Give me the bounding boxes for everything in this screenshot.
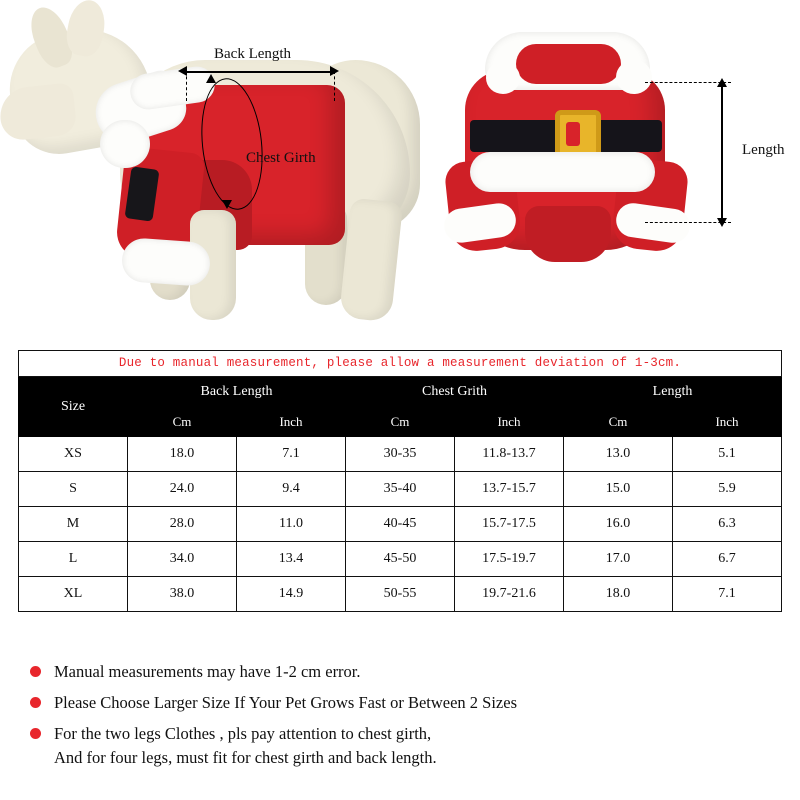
cell-chest-inch: 19.7-21.6 (455, 577, 564, 612)
cell-chest-inch: 13.7-15.7 (455, 472, 564, 507)
notes-list (30, 660, 770, 777)
measurement-note-row (19, 351, 782, 377)
table-unit-header-row (19, 408, 782, 437)
table-row (19, 472, 782, 507)
mannequin-rear-leg (339, 198, 403, 323)
table-row (19, 507, 782, 542)
cell-chest-cm: 45-50 (346, 542, 455, 577)
cell-size: S (19, 472, 128, 507)
table-row (19, 577, 782, 612)
chest-girth-arrow-up (206, 74, 216, 83)
note-text: For the two legs Clothes , pls pay attention to chest girth, (54, 723, 432, 743)
header-length: Length (564, 377, 782, 408)
length-label: Length (742, 142, 785, 158)
cell-back-inch: 13.4 (237, 542, 346, 577)
header-chest-girth: Chest Grith (346, 377, 564, 408)
back-length-tick-left (186, 71, 187, 101)
header-back-inch: Inch (237, 408, 346, 437)
back-length-label: Back Length (214, 46, 292, 62)
costume-pom-right (616, 60, 652, 94)
header-size: Size (19, 377, 128, 437)
cell-chest-cm: 40-45 (346, 507, 455, 542)
length-line (721, 85, 723, 220)
cell-length-inch: 6.3 (673, 507, 782, 542)
bullet-dot-icon (30, 666, 41, 677)
cell-size: XL (19, 577, 128, 612)
cell-length-cm: 15.0 (564, 472, 673, 507)
chest-girth-arrow-down (222, 200, 232, 209)
header-back-cm: Cm (128, 408, 237, 437)
note-text: Manual measurements may have 1-2 cm error. (54, 662, 361, 681)
cell-length-cm: 18.0 (564, 577, 673, 612)
back-length-line (185, 71, 335, 73)
measurement-note: Due to manual measurement, please allow a measurement deviation of 1-3cm. (19, 351, 782, 377)
size-chart-table (18, 350, 782, 612)
coat-collar-fur (100, 120, 150, 168)
cell-back-inch: 7.1 (237, 437, 346, 472)
header-chest-cm: Cm (346, 408, 455, 437)
cell-size: M (19, 507, 128, 542)
bullet-dot-icon (30, 728, 41, 739)
header-length-cm: Cm (564, 408, 673, 437)
cell-back-inch: 14.9 (237, 577, 346, 612)
header-back-length: Back Length (128, 377, 346, 408)
coat-cuff-fur (121, 237, 212, 287)
table-row (19, 437, 782, 472)
cell-size: L (19, 542, 128, 577)
costume-midsection-fur (470, 152, 655, 192)
list-item (30, 722, 770, 770)
note-text-continuation: And for four legs, must fit for chest girth and back length. (54, 747, 437, 767)
table-group-header-row (19, 377, 782, 408)
list-item (30, 691, 770, 715)
cell-back-inch: 9.4 (237, 472, 346, 507)
cell-back-cm: 24.0 (128, 472, 237, 507)
cell-length-cm: 16.0 (564, 507, 673, 542)
size-chart-table-wrapper (18, 350, 782, 612)
table-row (19, 542, 782, 577)
product-illustration (0, 0, 800, 340)
cell-chest-cm: 30-35 (346, 437, 455, 472)
cell-length-inch: 5.9 (673, 472, 782, 507)
costume-buckle-center (566, 122, 580, 146)
bullet-dot-icon (30, 697, 41, 708)
costume-hem-panel (525, 206, 611, 262)
cell-back-inch: 11.0 (237, 507, 346, 542)
cell-back-cm: 38.0 (128, 577, 237, 612)
cell-chest-inch: 15.7-17.5 (455, 507, 564, 542)
cell-chest-inch: 11.8-13.7 (455, 437, 564, 472)
chest-girth-label: Chest Girth (246, 150, 316, 166)
cell-length-cm: 13.0 (564, 437, 673, 472)
header-length-inch: Inch (673, 408, 782, 437)
cell-chest-cm: 50-55 (346, 577, 455, 612)
note-text: Please Choose Larger Size If Your Pet Grows Fast or Between 2 Sizes (54, 692, 517, 712)
cell-back-cm: 18.0 (128, 437, 237, 472)
cell-length-cm: 17.0 (564, 542, 673, 577)
cell-length-inch: 7.1 (673, 577, 782, 612)
cell-chest-cm: 35-40 (346, 472, 455, 507)
cell-size: XS (19, 437, 128, 472)
costume-pom-left (486, 62, 520, 94)
cell-back-cm: 28.0 (128, 507, 237, 542)
length-tick-top (645, 82, 731, 83)
cell-length-inch: 6.7 (673, 542, 782, 577)
cell-chest-inch: 17.5-19.7 (455, 542, 564, 577)
length-tick-bottom (645, 222, 731, 223)
cell-back-cm: 34.0 (128, 542, 237, 577)
list-item (30, 660, 770, 684)
back-length-tick-right (334, 71, 335, 101)
costume-figure (430, 10, 720, 330)
cell-length-inch: 5.1 (673, 437, 782, 472)
costume-hood-red (516, 44, 621, 84)
header-chest-inch: Inch (455, 408, 564, 437)
